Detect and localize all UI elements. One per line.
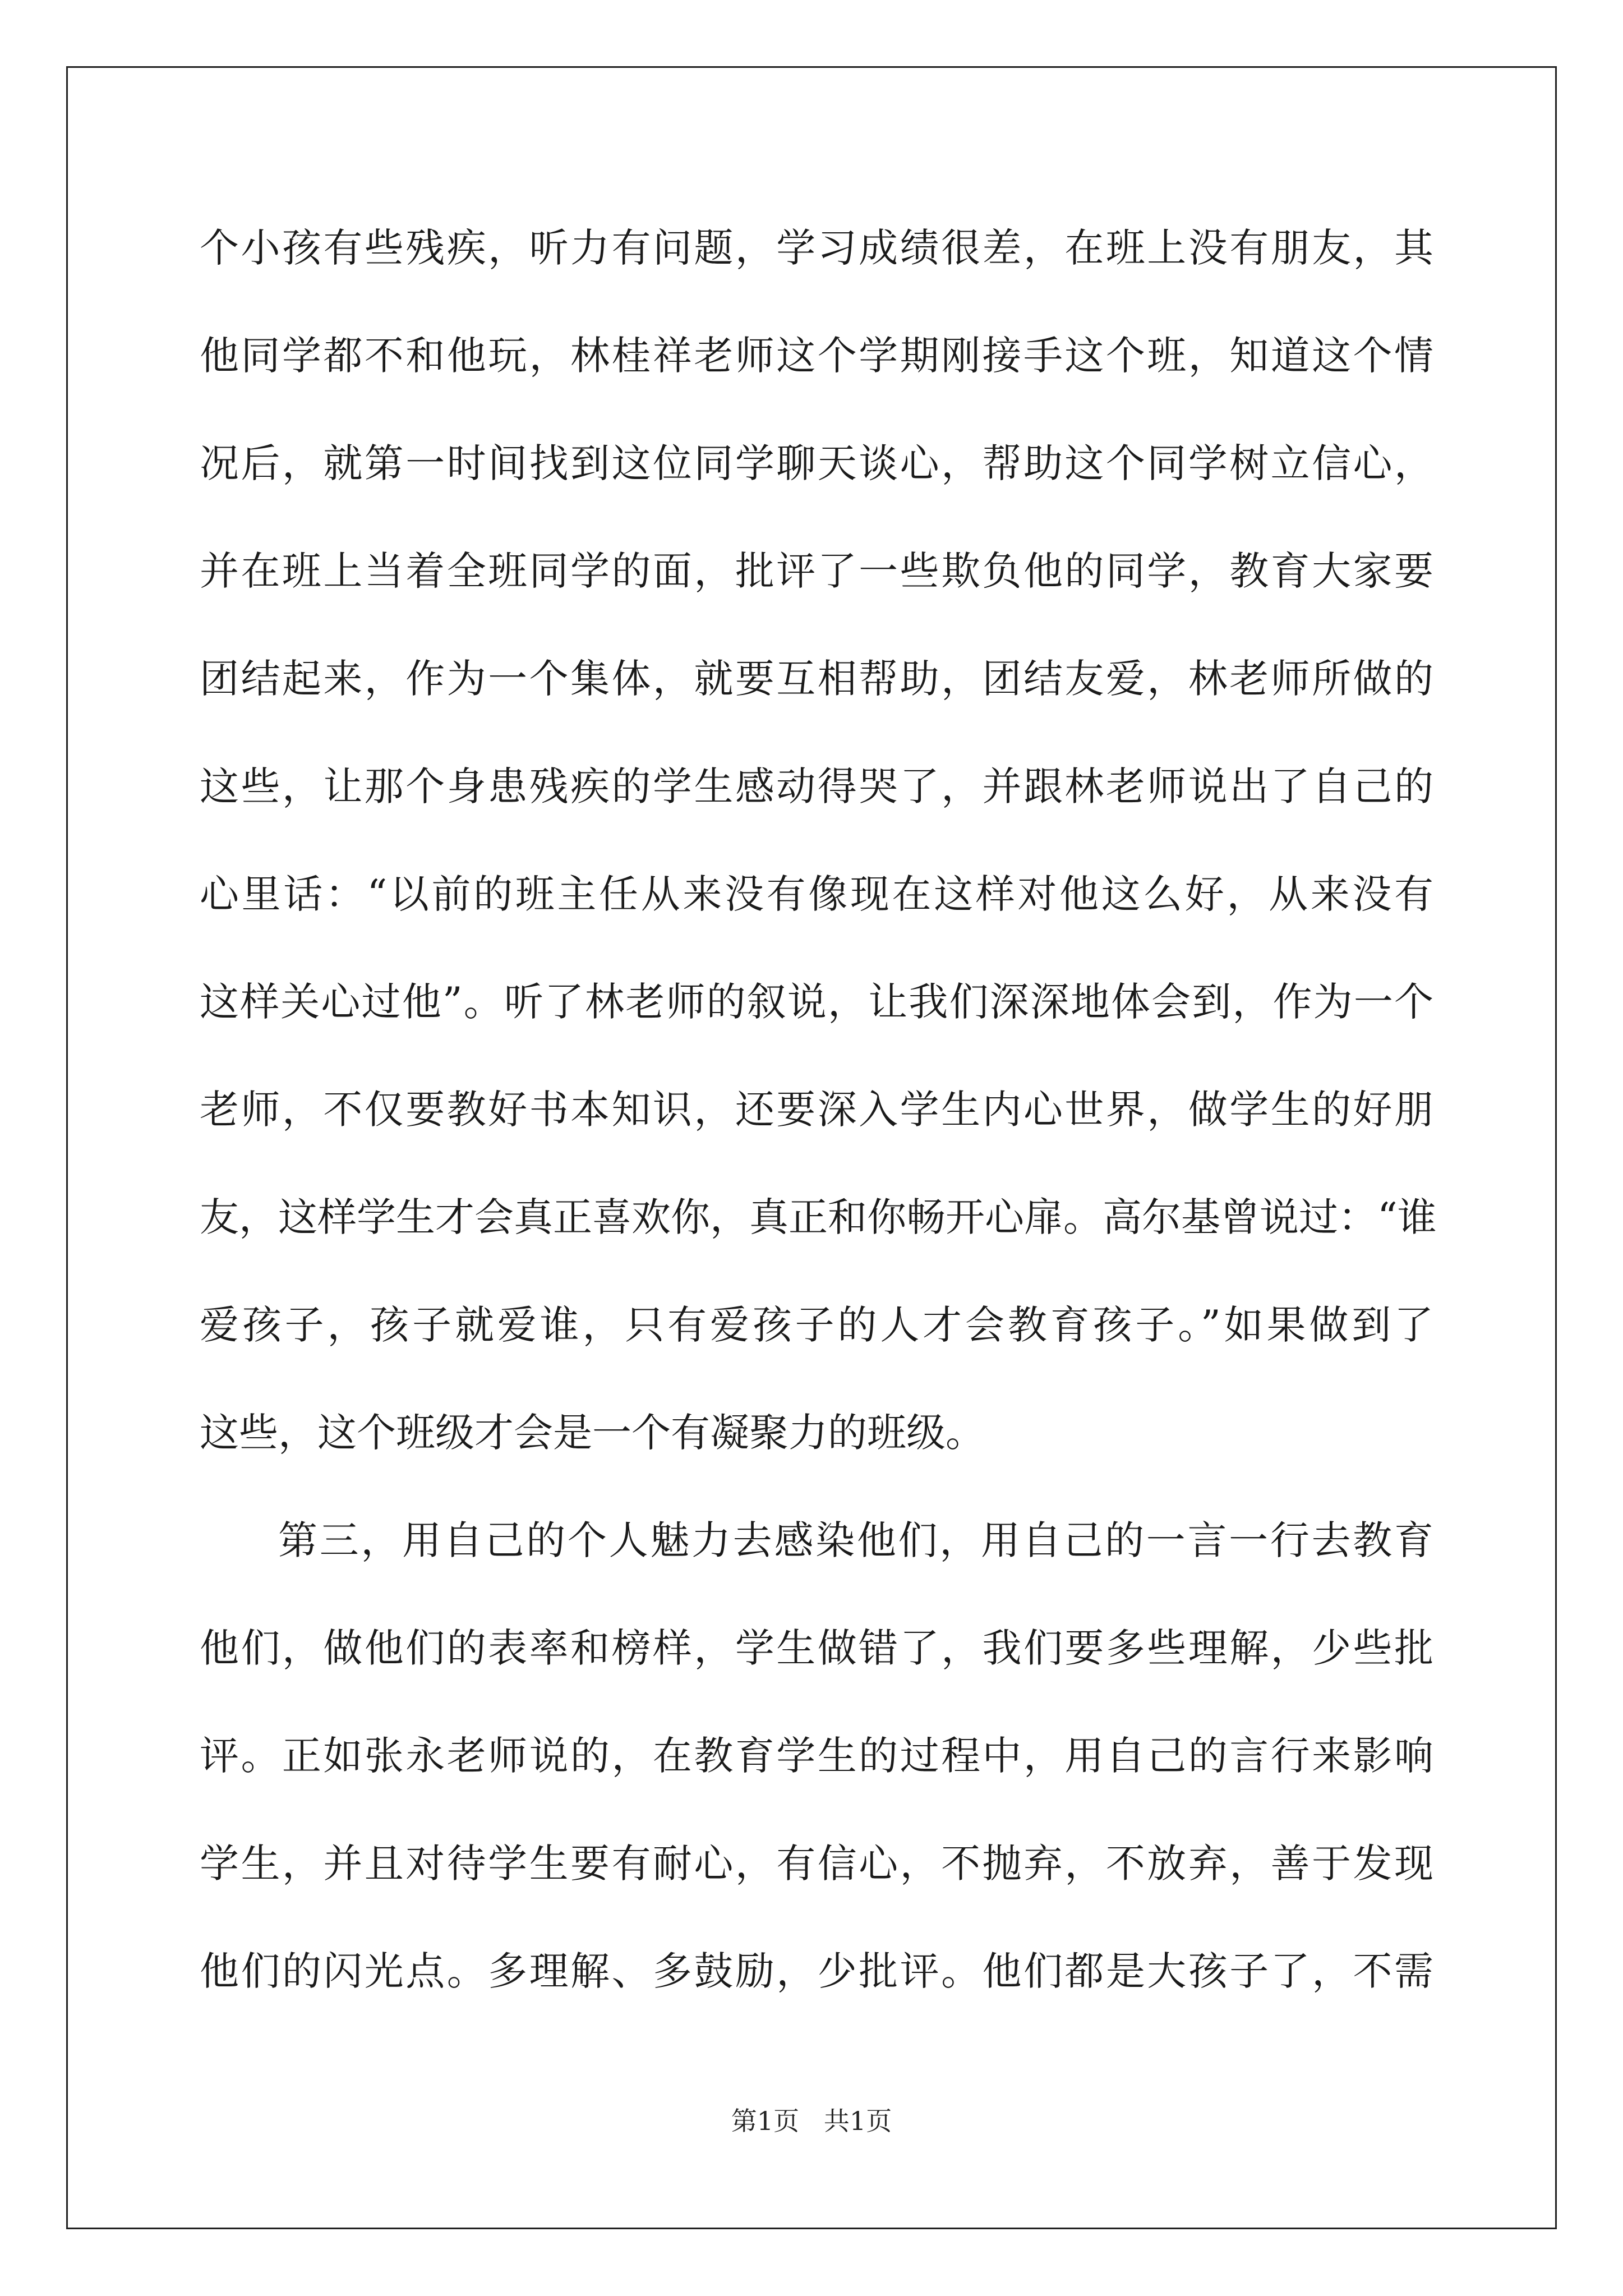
paragraph-first-line: 第三，用自己的个人魅力去感染他们，用自己的一言一行去教育 (278, 1517, 1433, 1563)
text-line: 友，这样学生才会真正喜欢你，真正和你畅开心扉。高尔基曾说过：“谁 (200, 1194, 1437, 1240)
text-line: 这些，让那个身患残疾的学生感动得哭了，并跟林老师说出了自己的 (200, 763, 1433, 809)
text-line: 个小孩有些残疾，听力有问题，学习成绩很差，在班上没有朋友，其 (200, 225, 1433, 271)
text-line: 学生，并且对待学生要有耐心，有信心，不抛弃，不放弃，善于发现 (200, 1841, 1433, 1887)
text-line: 他同学都不和他玩，林桂祥老师这个学期刚接手这个班，知道这个情 (200, 333, 1433, 379)
text-line: 评。正如张永老师说的，在教育学生的过程中，用自己的言行来影响 (200, 1733, 1433, 1779)
document-body (200, 217, 1437, 2047)
text-line: 心里话：“以前的班主任从来没有像现在这样对他这么好，从来没有 (200, 871, 1433, 917)
text-line: 他们的闪光点。多理解、多鼓励，少批评。他们都是大孩子了，不需 (200, 1948, 1433, 1994)
text-line: 况后，就第一时间找到这位同学聊天谈心，帮助这个同学树立信心， (200, 440, 1433, 486)
text-line: 并在班上当着全班同学的面，批评了一些欺负他的同学，教育大家要 (200, 548, 1433, 594)
text-line: 这些，这个班级才会是一个有凝聚力的班级。 (200, 1410, 985, 1456)
text-line: 他们，做他们的表率和榜样，学生做错了，我们要多些理解，少些批 (200, 1625, 1433, 1671)
text-line: 爱孩子，孩子就爱谁，只有爱孩子的人才会教育孩子。”如果做到了 (200, 1302, 1433, 1348)
text-line: 这样关心过他”。听了林老师的叙说，让我们深深地体会到，作为一个 (200, 979, 1433, 1025)
text-line: 团结起来，作为一个集体，就要互相帮助，团结友爱，林老师所做的 (200, 656, 1433, 702)
text-line: 老师，不仅要教好书本知识，还要深入学生内心世界，做学生的好朋 (200, 1087, 1433, 1133)
page-number-footer: 第1页 共1页 (731, 2106, 892, 2136)
